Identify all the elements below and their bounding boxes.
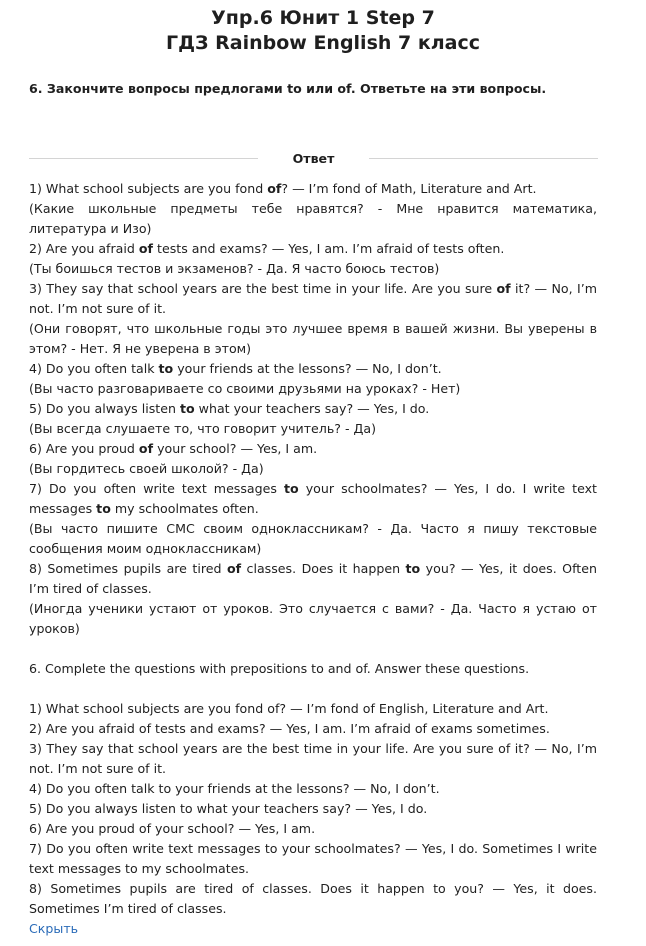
hide-link[interactable]: Скрыть xyxy=(29,921,79,936)
translation-line: (Вы часто пишите СМС своим одноклассникам? - Да. Часто я пишу текстовые сообщения моим одноклассникам) xyxy=(29,521,597,556)
answer-line: 2) Are you afraid of tests and exams? — Yes, I am. I’m afraid of tests often. xyxy=(29,241,505,256)
answer-en-line: 7) Do you often write text messages to your schoolmates? — Yes, I do. Sometimes I write text messages to my schoolmates. xyxy=(29,841,597,876)
page-title xyxy=(0,6,646,56)
divider-line-right xyxy=(369,158,598,159)
answer-label: Ответ xyxy=(292,151,335,166)
answer-divider xyxy=(29,149,598,169)
answer-en-line: 6) Are you proud of your school? — Yes, I am. xyxy=(29,821,316,836)
answer-line: 4) Do you often talk to your friends at the lessons? — No, I don’t. xyxy=(29,361,442,376)
answer-line: 8) Sometimes pupils are tired of classes. Does it happen to you? — Yes, it does. Often I’m tired of classes. xyxy=(29,561,597,596)
title-line-1: Упр.6 Юнит 1 Step 7 xyxy=(211,7,435,29)
answer-line: 5) Do you always listen to what your teachers say? — Yes, I do. xyxy=(29,401,430,416)
translation-line: (Ты боишься тестов и экзаменов? - Да. Я часто боюсь тестов) xyxy=(29,261,440,276)
translation-line: (Какие школьные предметы тебе нравятся? - Мне нравится математика, литература и Изо) xyxy=(29,201,597,236)
answer-en-line: 5) Do you always listen to what your teachers say? — Yes, I do. xyxy=(29,801,428,816)
answer-block xyxy=(29,179,597,939)
answer-en-line: 8) Sometimes pupils are tired of classes. Does it happen to you? — Yes, it does. Sometimes I’m tired of classes. xyxy=(29,881,597,916)
translation-line: (Вы всегда слушаете то, что говорит учитель? - Да) xyxy=(29,421,376,436)
answer-line: 6) Are you proud of your school? — Yes, I am. xyxy=(29,441,318,456)
translation-line: (Они говорят, что школьные годы это лучшее время в вашей жизни. Вы уверены в этом? - Нет. Я не уверена в этом) xyxy=(29,321,597,356)
answer-en-line: 3) They say that school years are the best time in your life. Are you sure of it? — No, I’m not. I’m not sure of it. xyxy=(29,741,597,776)
answer-line: 1) What school subjects are you fond of? — I’m fond of Math, Literature and Art. xyxy=(29,181,537,196)
task-heading: 6. Закончите вопросы предлогами to или of. Ответьте на эти вопросы. xyxy=(29,81,547,96)
answer-line: 3) They say that school years are the best time in your life. Are you sure of it? — No, I’m not. I’m not sure of it. xyxy=(29,281,598,316)
translation-line: (Вы гордитесь своей школой? - Да) xyxy=(29,461,264,476)
answer-en-line: 4) Do you often talk to your friends at the lessons? — No, I don’t. xyxy=(29,781,440,796)
hide-row xyxy=(29,919,597,939)
translation-line: (Иногда ученики устают от уроков. Это случается с вами? - Да. Часто я устаю от уроков) xyxy=(29,601,597,636)
answer-en-line: 1) What school subjects are you fond of? — I’m fond of English, Literature and Art. xyxy=(29,701,549,716)
task-english: 6. Complete the questions with prepositions to and of. Answer these questions. xyxy=(29,661,530,676)
answer-en-line: 2) Are you afraid of tests and exams? — Yes, I am. I’m afraid of exams sometimes. xyxy=(29,721,550,736)
title-line-2: ГДЗ Rainbow English 7 класс xyxy=(165,32,481,54)
answer-line: 7) Do you often write text messages to your schoolmates? — Yes, I do. I write text messages to my schoolmates often. xyxy=(29,481,597,516)
translation-line: (Вы часто разговариваете со своими друзьями на уроках? - Нет) xyxy=(29,381,461,396)
